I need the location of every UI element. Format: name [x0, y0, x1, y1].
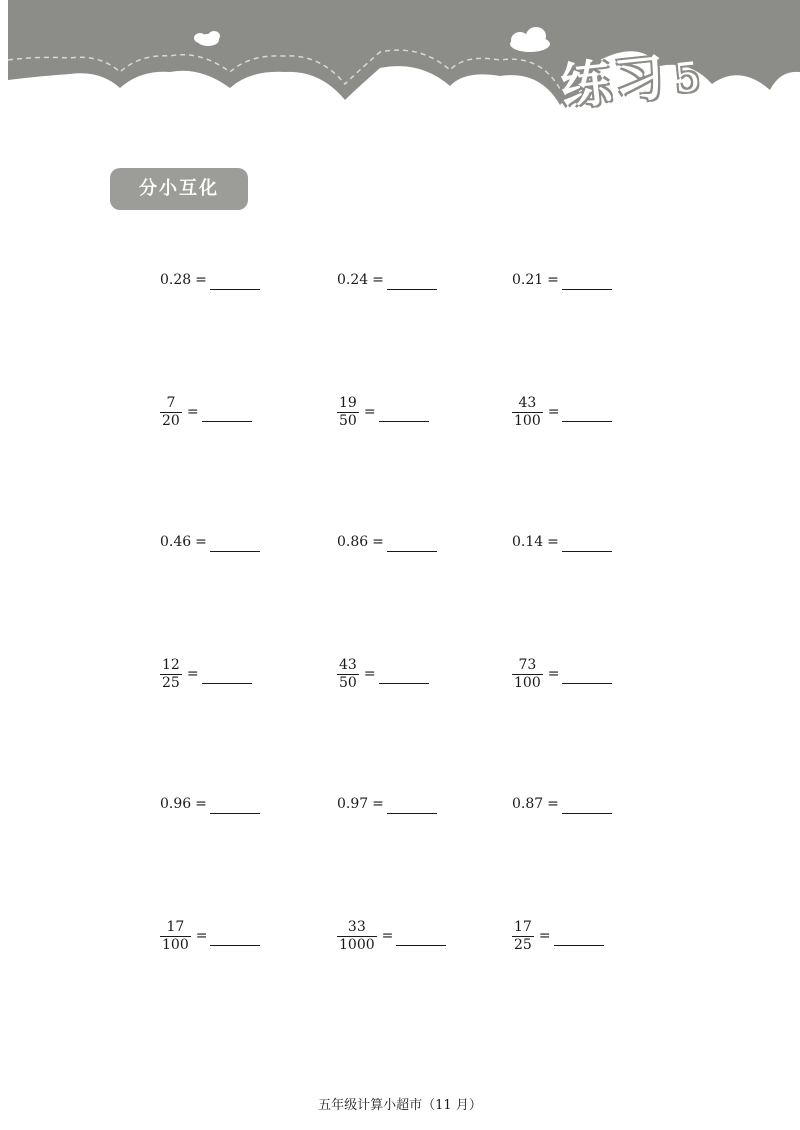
decimal-value: 0.14 — [512, 534, 544, 550]
section-label: 分小互化 — [110, 168, 248, 210]
equals-sign: = — [186, 404, 199, 420]
problem-item — [512, 520, 612, 564]
equals-sign: = — [186, 666, 199, 682]
decimal-value: 0.87 — [512, 796, 544, 812]
answer-blank[interactable] — [387, 271, 437, 290]
equals-sign: = — [372, 534, 384, 550]
fraction-denominator: 100 — [514, 674, 541, 691]
problem-item — [160, 390, 252, 434]
fraction-numerator: 7 — [166, 394, 176, 411]
problem-item — [512, 914, 604, 958]
fraction-numerator: 73 — [518, 656, 537, 673]
equals-sign: = — [195, 534, 207, 550]
decimal-value: 0.46 — [160, 534, 192, 550]
equals-sign: = — [372, 796, 384, 812]
equals-sign: = — [363, 666, 376, 682]
fraction-numerator: 43 — [339, 656, 357, 673]
equals-sign: = — [363, 404, 376, 420]
answer-blank[interactable] — [554, 927, 604, 946]
fraction — [512, 919, 534, 954]
answer-blank[interactable] — [562, 665, 612, 684]
answer-blank[interactable] — [379, 665, 429, 684]
problem-item — [160, 520, 260, 564]
fraction — [337, 657, 359, 692]
equals-sign: = — [372, 272, 384, 288]
equals-sign: = — [195, 928, 208, 944]
fraction-denominator: 50 — [339, 412, 357, 429]
equals-sign: = — [538, 928, 551, 944]
problem-item — [160, 258, 260, 302]
problem-item — [160, 914, 260, 958]
exercise-number: 5 — [672, 53, 707, 103]
decimal-value: 0.24 — [337, 272, 369, 288]
equals-sign: = — [547, 796, 559, 812]
answer-blank[interactable] — [379, 403, 429, 422]
fraction — [337, 395, 359, 430]
answer-blank[interactable] — [210, 795, 260, 814]
problem-item — [337, 782, 437, 826]
fraction-numerator: 17 — [514, 918, 532, 935]
answer-blank[interactable] — [202, 665, 252, 684]
problem-item — [337, 390, 429, 434]
fraction-denominator: 25 — [162, 674, 180, 691]
answer-blank[interactable] — [210, 533, 260, 552]
answer-blank[interactable] — [562, 533, 612, 552]
decimal-value: 0.97 — [337, 796, 369, 812]
fraction-numerator: 43 — [518, 394, 537, 411]
answer-blank[interactable] — [562, 271, 612, 290]
fraction — [512, 657, 543, 692]
problem-item — [512, 390, 612, 434]
equals-sign: = — [547, 272, 559, 288]
fraction-numerator: 33 — [347, 918, 366, 935]
fraction-denominator: 50 — [339, 674, 357, 691]
answer-blank[interactable] — [387, 533, 437, 552]
fraction-numerator: 17 — [166, 918, 185, 935]
problem-item — [512, 652, 612, 696]
problem-item — [337, 652, 429, 696]
answer-blank[interactable] — [387, 795, 437, 814]
answer-blank[interactable] — [202, 403, 252, 422]
equals-sign: = — [195, 796, 207, 812]
problem-item — [512, 258, 612, 302]
fraction — [160, 919, 191, 954]
equals-sign: = — [195, 272, 207, 288]
answer-blank[interactable] — [210, 927, 260, 946]
decimal-value: 0.96 — [160, 796, 192, 812]
decimal-value: 0.28 — [160, 272, 192, 288]
equals-sign: = — [547, 404, 560, 420]
decimal-value: 0.21 — [512, 272, 544, 288]
equals-sign: = — [381, 928, 394, 944]
fraction-numerator: 19 — [339, 394, 357, 411]
problem-item — [160, 782, 260, 826]
page-footer: 五年级计算小超市（11 月） — [318, 1098, 482, 1113]
fraction — [337, 919, 377, 954]
fraction-denominator: 25 — [514, 936, 532, 953]
exercise-title — [557, 33, 707, 120]
fraction — [160, 657, 182, 692]
problem-item — [337, 258, 437, 302]
fraction-denominator: 100 — [162, 936, 189, 953]
problem-item — [337, 914, 446, 958]
fraction-denominator: 1000 — [339, 936, 375, 953]
fraction-numerator: 12 — [162, 656, 180, 673]
fraction-denominator: 100 — [514, 412, 541, 429]
answer-blank[interactable] — [396, 927, 446, 946]
decimal-value: 0.86 — [337, 534, 369, 550]
problem-item — [337, 520, 437, 564]
equals-sign: = — [547, 534, 559, 550]
fraction — [160, 395, 182, 430]
fraction — [512, 395, 543, 430]
answer-blank[interactable] — [210, 271, 260, 290]
answer-blank[interactable] — [562, 403, 612, 422]
fraction-denominator: 20 — [162, 412, 180, 429]
problem-item — [512, 782, 612, 826]
problem-item — [160, 652, 252, 696]
answer-blank[interactable] — [562, 795, 612, 814]
exercise-title-text: 练习 — [557, 47, 672, 117]
equals-sign: = — [547, 666, 560, 682]
